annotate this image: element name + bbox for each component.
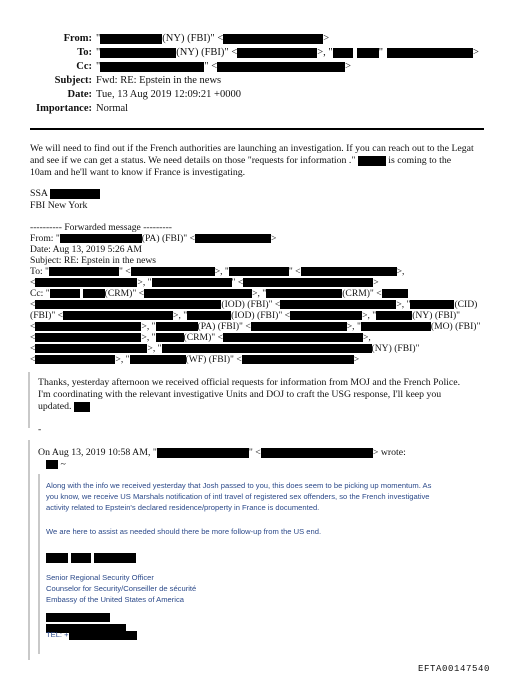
- quoted-title-3: Embassy of the United States of America: [46, 595, 185, 604]
- redaction: [357, 48, 379, 58]
- message-line-1: We will need to find out if the French authorities are launching an investigation. If you can reach out to the Legat: [30, 143, 474, 154]
- redaction: [187, 311, 231, 320]
- forward-from: From: " (PA) (FBI)" < >: [30, 233, 277, 244]
- reply-line-3: updated.: [38, 401, 90, 413]
- redaction: [266, 289, 342, 298]
- redaction: [290, 311, 362, 320]
- redaction: [261, 448, 373, 458]
- quoted-line-4: We are here to assist as needed should there be more follow-up from the US end.: [46, 527, 322, 536]
- redaction: [63, 311, 173, 320]
- importance-label: Importance:: [36, 103, 92, 114]
- to-value: " (NY) (FBI)" < >, " " >: [96, 47, 479, 58]
- redaction: [35, 333, 141, 342]
- redaction: [100, 62, 204, 72]
- date-value: Tue, 13 Aug 2019 12:09:21 +0000: [96, 89, 241, 100]
- quoted-tel: TEL: +: [46, 630, 137, 641]
- redaction: [162, 344, 372, 353]
- forward-subject: Subject: RE: Epstein in the news: [30, 255, 157, 266]
- cc-label: Cc:: [76, 61, 92, 72]
- to-label: To:: [77, 47, 92, 58]
- redaction: [376, 311, 412, 320]
- subject-label: Subject:: [54, 75, 92, 86]
- redaction: [50, 189, 100, 199]
- forward-cc-line-3: (FBI)" < >, " (IOD) (FBI)" < >, " (NY) (FBI)": [30, 310, 461, 321]
- forward-cc-line-7: < >, " (WF) (FBI)" < >: [30, 354, 360, 365]
- quoted-line-2: you know, we receive US Marshals notification of intl travel of registered sex offenders, so the French investigative: [46, 492, 430, 501]
- redaction: [35, 344, 147, 353]
- redaction: [195, 234, 271, 243]
- redaction: [35, 322, 141, 331]
- redaction: [46, 460, 58, 469]
- forward-cc-line-5: < >, " (CRM)" < >,: [30, 332, 371, 343]
- reply-line-1: Thanks, yesterday afternoon we received official requests for information from MOJ and the French Police.: [38, 377, 461, 388]
- redaction: [217, 62, 345, 72]
- signature-ssa: SSA: [30, 188, 100, 200]
- redaction: [157, 448, 249, 458]
- redaction: [74, 402, 90, 412]
- reply-dash: -: [38, 424, 42, 435]
- redaction: [152, 278, 232, 287]
- redaction: [50, 289, 80, 298]
- redaction: [223, 333, 363, 342]
- redaction: [223, 34, 323, 44]
- redaction: [130, 355, 186, 364]
- redaction: [242, 355, 354, 364]
- redaction: [83, 289, 105, 298]
- redaction: [280, 300, 396, 309]
- header-divider: [30, 128, 484, 130]
- redaction: [382, 289, 408, 298]
- redaction: [71, 553, 91, 563]
- message-line-3: 10am and he'll want to know if France is investigating.: [30, 167, 246, 178]
- subject-value: Fwd: RE: Epstein in the news: [96, 75, 222, 86]
- signature-office: FBI New York: [30, 200, 88, 211]
- forward-cc: Cc: " (CRM)" < >, " (CRM)" <: [30, 288, 408, 299]
- reply-attribution: On Aug 13, 2019 10:58 AM, " " < > wrote:: [38, 447, 406, 458]
- forward-cc-line-6: < >, " (NY) (FBI)": [30, 343, 420, 354]
- redaction: [35, 355, 115, 364]
- quoted-signature-name: [46, 549, 136, 567]
- quote-bar-inner: [38, 474, 40, 654]
- forward-date: Date: Aug 13, 2019 5:26 AM: [30, 244, 142, 255]
- quoted-line-1: Along with the info we received yesterday that Josh passed to you, this does seem to be picking up momentum. As: [46, 481, 432, 490]
- redaction: [251, 322, 347, 331]
- date-label: Date:: [67, 89, 92, 100]
- redaction: [358, 156, 386, 166]
- quote-bar: [28, 372, 30, 428]
- reply-line-2: I'm coordinating with the relevant investigative Units and DOJ to craft the USG response, I'll keep you: [38, 389, 442, 400]
- forward-to: To: " " < >, " " < >,: [30, 266, 405, 277]
- redaction: [69, 631, 137, 640]
- cc-value: " " < >: [96, 61, 352, 72]
- bates-number: EFTA00147540: [418, 664, 491, 674]
- message-line-2: and see if we can get a status. We need details on those "requests for information ." is coming to the: [30, 155, 452, 166]
- redaction: [100, 48, 176, 58]
- redaction: [49, 267, 119, 276]
- redaction: [361, 322, 431, 331]
- redaction: [156, 333, 184, 342]
- redaction: [243, 278, 373, 287]
- redaction: [131, 267, 215, 276]
- quoted-title-2: Counselor for Security/Conseiller de sécurité: [46, 584, 197, 593]
- importance-value: Normal: [96, 103, 129, 114]
- quoted-title-1: Senior Regional Security Officer: [46, 573, 154, 582]
- forward-cc-line-2: < (IOD) (FBI)" < >, " (CID): [30, 299, 478, 310]
- redaction: [229, 267, 289, 276]
- redaction: [60, 234, 142, 243]
- forward-to-line-2: < >, " " < >: [30, 277, 379, 288]
- redaction: [144, 289, 252, 298]
- forward-separator: ---------- Forwarded message ---------: [30, 222, 172, 233]
- from-label: From:: [63, 33, 92, 44]
- redaction: [156, 322, 198, 331]
- forward-cc-line-4: < >, " (PA) (FBI)" < >, " (MO) (FBI)": [30, 321, 481, 332]
- redaction: [35, 278, 137, 287]
- from-value: " (NY) (FBI)" < >: [96, 33, 330, 44]
- quoted-line-3: activity related to Epstein's declared residence/property in France is documented.: [46, 503, 320, 512]
- redaction: [387, 48, 473, 58]
- quote-bar: [28, 440, 30, 660]
- redaction: [237, 48, 317, 58]
- redaction: [100, 34, 162, 44]
- redaction: [333, 48, 353, 58]
- redaction: [94, 553, 136, 563]
- redaction: [301, 267, 397, 276]
- redaction: [35, 300, 221, 309]
- redaction: [410, 300, 454, 309]
- reply-tilde-line: ~: [46, 459, 66, 471]
- redaction: [46, 553, 68, 563]
